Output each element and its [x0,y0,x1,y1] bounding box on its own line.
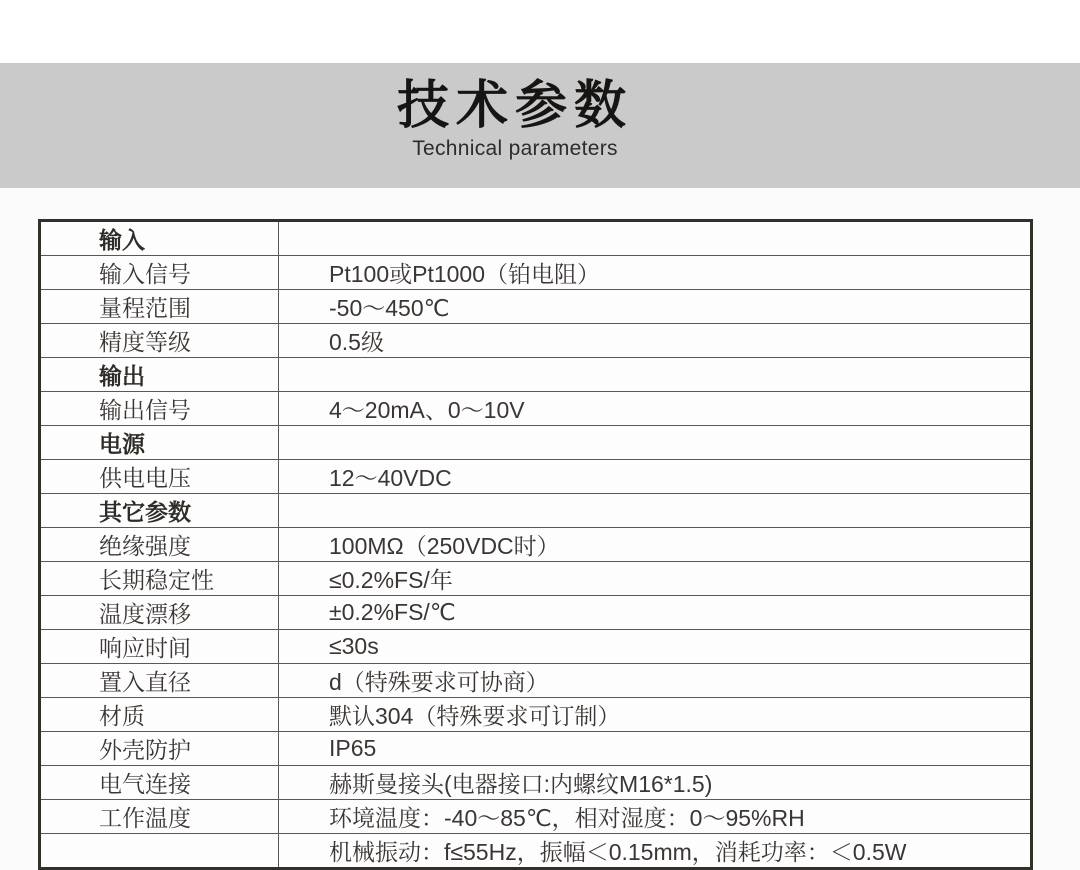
param-value-cell: ≤0.2%FS/年 [279,562,1032,596]
table-row [40,290,1032,324]
table-row [40,324,1032,358]
table-row [40,528,1032,562]
top-white-strip [0,0,1080,63]
param-label-cell: 其它参数 [40,494,279,528]
param-label-cell: 输入信号 [40,256,279,290]
param-value-cell: 赫斯曼接头(电器接口:内螺纹M16*1.5) [279,766,1032,800]
table-row [40,766,1032,800]
table-row [40,630,1032,664]
param-value-cell: Pt100或Pt1000（铂电阻） [279,256,1032,290]
page-subtitle: Technical parameters [412,137,618,160]
param-value-cell: d（特殊要求可协商） [279,664,1032,698]
table-row [40,460,1032,494]
param-value-cell [279,426,1032,460]
header-banner-inner [0,76,1030,161]
param-value-cell: 环境温度：-40～85℃，相对湿度：0～95%RH [279,800,1032,834]
param-label-cell: 温度漂移 [40,596,279,630]
table-row [40,596,1032,630]
param-label-cell: 供电电压 [40,460,279,494]
param-value-cell: 0.5级 [279,324,1032,358]
table-row [40,392,1032,426]
param-label-cell: 电源 [40,426,279,460]
param-value-cell: 12～40VDC [279,460,1032,494]
param-label-cell: 量程范围 [40,290,279,324]
table-row [40,221,1032,256]
param-value-cell: 4～20mA、0～10V [279,392,1032,426]
spec-table-body [40,221,1032,869]
table-row [40,732,1032,766]
table-row [40,494,1032,528]
param-label-cell: 置入直径 [40,664,279,698]
param-value-cell [279,494,1032,528]
param-label-cell: 材质 [40,698,279,732]
header-banner [0,63,1080,188]
param-label-cell: 精度等级 [40,324,279,358]
param-label-cell [40,834,279,869]
param-value-cell: 100MΩ（250VDC时） [279,528,1032,562]
param-label-cell: 电气连接 [40,766,279,800]
table-row [40,834,1032,869]
table-row [40,664,1032,698]
table-row [40,800,1032,834]
table-row [40,562,1032,596]
param-value-cell: 机械振动：f≤55Hz，振幅＜0.15mm，消耗功率：＜0.5W [279,834,1032,869]
param-value-cell: ≤30s [279,630,1032,664]
param-label-cell: 输出信号 [40,392,279,426]
param-label-cell: 绝缘强度 [40,528,279,562]
spec-table [38,219,1033,870]
param-label-cell: 长期稳定性 [40,562,279,596]
param-label-cell: 输入 [40,221,279,256]
param-label-cell: 响应时间 [40,630,279,664]
page-title: 技术参数 [396,77,633,135]
param-value-cell: IP65 [279,732,1032,766]
param-label-cell: 输出 [40,358,279,392]
param-label-cell: 外壳防护 [40,732,279,766]
param-value-cell [279,358,1032,392]
param-value-cell: ±0.2%FS/℃ [279,596,1032,630]
param-label-cell: 工作温度 [40,800,279,834]
param-value-cell: -50～450℃ [279,290,1032,324]
param-value-cell [279,221,1032,256]
param-value-cell: 默认304（特殊要求可订制） [279,698,1032,732]
table-row [40,358,1032,392]
table-row [40,256,1032,290]
table-row [40,698,1032,732]
table-row [40,426,1032,460]
